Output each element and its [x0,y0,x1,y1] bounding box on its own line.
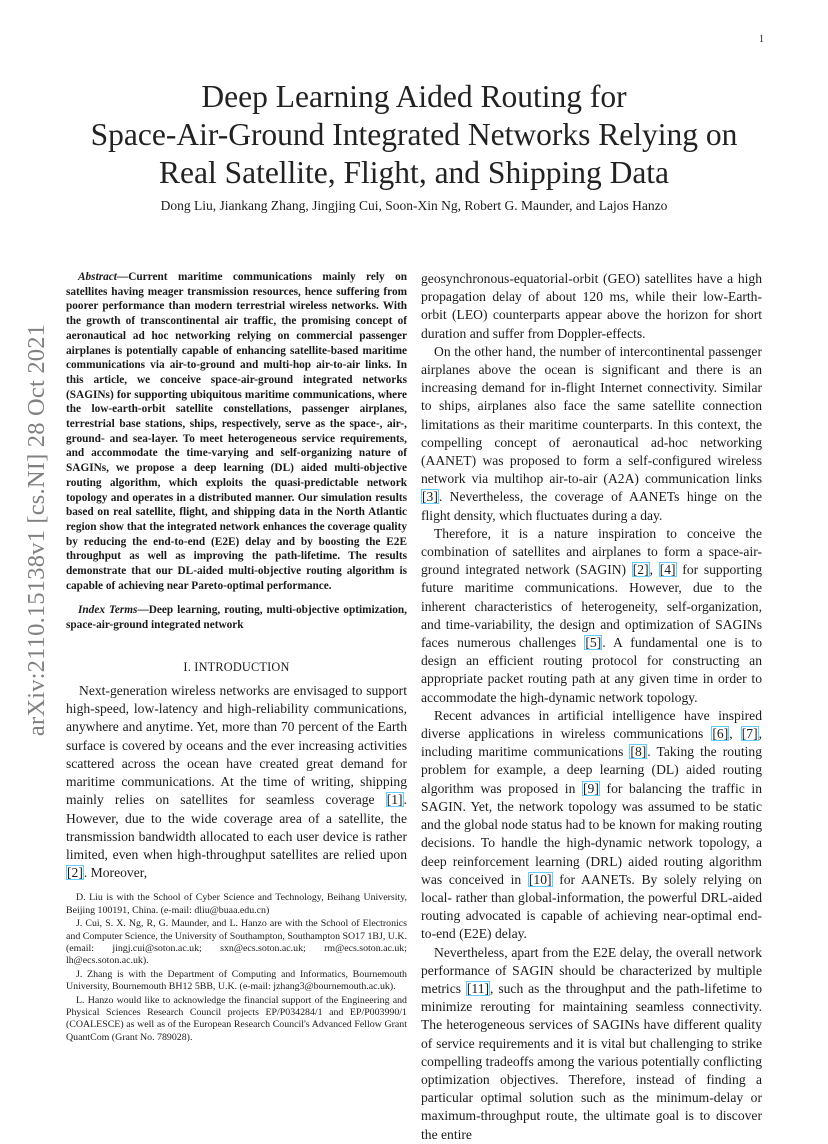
citation-link[interactable]: [8] [630,744,647,760]
citation-link[interactable]: [10] [528,871,552,887]
body-paragraph: Recent advances in artificial intelligence have inspired diverse applications in wireless communications [6], [7], including maritime communications [8]. Taking the routing problem for example, a deep learning (DL) aided routing algorithm was proposed in [9] for balancing the traffic in SAGIN. Yet, the network topology was assumed to be static and the global node status had to be known for making routing decisions. To handle the high-dynamic network topology, a deep reinforcement learning (DRL) aided routing algorithm was conceived in [10] for AANETs. By solely relying on local- rather than global-information, the powerful DRL-aided routing advocated is capable of achieving near-optimal end-to-end (E2E) delay. [421,707,763,942]
abstract-text: —Current maritime communications mainly rely on satellites having meager transmission resources, hence suffering from poorer performance than modern terrestrial wireless networks. With the growth of transcontinental air traffic, the promising concept of aeronautical ad hoc networking relying on commercial passenger airplanes is potentially capable of enhancing satellite-based maritime communications via air-to-ground and multi-hop air-to-air links. In this article, we conceive space-air-ground integrated networks (SAGINs) for supporting ubiquitous maritime communications, where the low-earth-orbit satellite constellations, passenger airplanes, terrestrial base stations, ships, respectively, serve as the space-, air-, ground- and sea-layer. To meet heterogeneous service requirements, and accommodate the time-varying and self-organizing nature of SAGINs, we propose a deep learning (DL) aided multi-objective routing algorithm, which exploits the quasi-predictable network topology and operates in a distributed manner. Our simulation results based on real satellite, flight, and shipping data in the North Atlantic region show that the integrated network enhances the coverage quality by reducing the end-to-end (E2E) delay and by boosting the E2E throughput as well as improving the path-lifetime. The results demonstrate that our DL-aided multi-objective routing algorithm is capable of achieving near Pareto-optimal performance. [66,271,407,592]
citation-link[interactable]: [2] [67,865,83,881]
body-paragraph: Therefore, it is a nature inspiration to conceive the combination of satellites and airplanes to form a space-air-ground integrated network (SAGIN) [2], [4] for supporting future maritime communications. However, due to the inherent characteristics of heterogeneity, self-organization, and time-variability, the design and optimization of SAGINs faces numerous challenges [5]. A fundamental one is to design an efficient routing protocol for constructing an appropriate packet routing path at any given time in order to accommodate the high-dynamic network topology. [421,525,762,705]
author-list: Dong Liu, Jiankang Zhang, Jingjing Cui, Soon-Xin Ng, Robert G. Maunder, and Lajos Hanzo [160,198,668,213]
citation-link[interactable]: [5] [585,635,602,651]
citation-link[interactable]: [4] [659,562,676,578]
footnote-item: J. Cui, S. X. Ng, R, G. Maunder, and L. Hanzo are with the School of Electronics and Computer Science, the University of Southampton, Southampton SO17 1BJ, U.K. (email: jingj.cui@soton.ac.uk; sxn@ecs.soton.ac.uk; rm@ecs.soton.ac.uk; lh@ecs.soton.ac.uk). [66,918,407,967]
left-column [66,270,407,1045]
right-column [421,270,762,1144]
body-paragraph: Nevertheless, apart from the E2E delay, the overall network performance of SAGIN should be characterized by multiple metrics [11], such as the throughput and the path-lifetime to minimize rerouting for maintaining seamless connectivity. The heterogeneous services of SAGINs have different quality of service requirements and it is vital but challenging to strike compelling tradeoffs among the various potentially conflicting optimization objectives. Therefore, instead of finding a particular optimal solution such as the minimum-delay or maximum-throughput route, the ultimate goal is to discover the entire [421,944,762,1142]
arxiv-stamp-text: arXiv:2110.15138v1 [cs.NI] 28 Oct 2021 [23,323,50,737]
title-line-3: Real Satellite, Flight, and Shipping Data [158,155,670,190]
citation-link[interactable]: [9] [583,780,599,796]
body-paragraph: geosynchronous-equatorial-orbit (GEO) satellites have a high propagation delay of about 120 ms, while their low-Earth-orbit (LEO) counterparts appear above the horizon for short duration and suffer from Doppler-effects. [421,271,762,341]
footnote-item: J. Zhang is with the Department of Computing and Informatics, Bournemouth University, Bournemouth BH12 5BB, U.K. (e-mail: jzhang3@bournemouth.ac.uk). [66,968,407,993]
abstract [66,270,407,593]
citation-link[interactable]: [11] [466,980,490,996]
footnote-item: D. Liu is with the School of Cyber Science and Technology, Beihang University, Beijing 100191, China. (e-mail: dliu@buaa.edu.cn) [66,892,407,916]
footnotes [66,892,407,1044]
paper-title [60,78,768,192]
arxiv-stamp[interactable] [22,295,52,765]
citation-link[interactable]: [2] [632,562,649,578]
body-paragraph: On the other hand, the number of intercontinental passenger airplanes above the ocean is significant and there is an increasing demand for in-flight Internet connectivity. Similar to ships, airplanes also face the same satellite connection limitations as their maritime counterparts. In this context, the compelling concept of aeronautical ad-hoc networking (AANET) was proposed to form a self-configured wireless network via multihop air-to-air (A2A) communication links [3]. Nevertheless, the coverage of AANETs hinge on the flight density, which fluctuates during a day. [421,343,762,523]
page-number: 1 [759,34,764,45]
abstract-lead: Abstract [78,271,117,283]
citation-link[interactable]: [3] [422,489,438,505]
index-terms-lead: Index Terms [78,604,138,617]
index-terms-text: —Deep learning, routing, multi-objective optimization, space-air-ground integrated network [66,604,407,632]
title-line-2: Space-Air-Ground Integrated Networks Relying on [90,117,738,152]
intro-paragraph-1: Next-generation wireless networks are envisaged to support high-speed, low-latency and high-reliability communications, anywhere and anytime. Yet, more than 70 percent of the Earth surface is covered by oceans and the ever increasing activities scattered across the ocean have created great demand for maritime communications. At the time of writing, shipping mainly relies on satellites for seamless coverage [1]. However, due to the wide coverage area of a satellite, the transmission bandwidth allocated to each user device is rather limited, even when high-throughput satellites are relied upon [2]. Moreover, [66,683,407,881]
footnote-item: L. Hanzo would like to acknowledge the financial support of the Engineering and Physical Sciences Research Council projects EP/P034284/1 and EP/P003990/1 (COALESCE) as well as of the European Research Council's Advanced Fellow Grant QuantCom (Grant No. 789028). [66,994,407,1043]
citation-link[interactable]: [7] [741,726,758,742]
title-line-1: Deep Learning Aided Routing for [201,79,627,114]
citation-link[interactable]: [1] [386,792,403,808]
index-terms [66,603,407,632]
section-heading-introduction: I. INTRODUCTION [183,659,290,674]
citation-link[interactable]: [6] [712,726,729,742]
